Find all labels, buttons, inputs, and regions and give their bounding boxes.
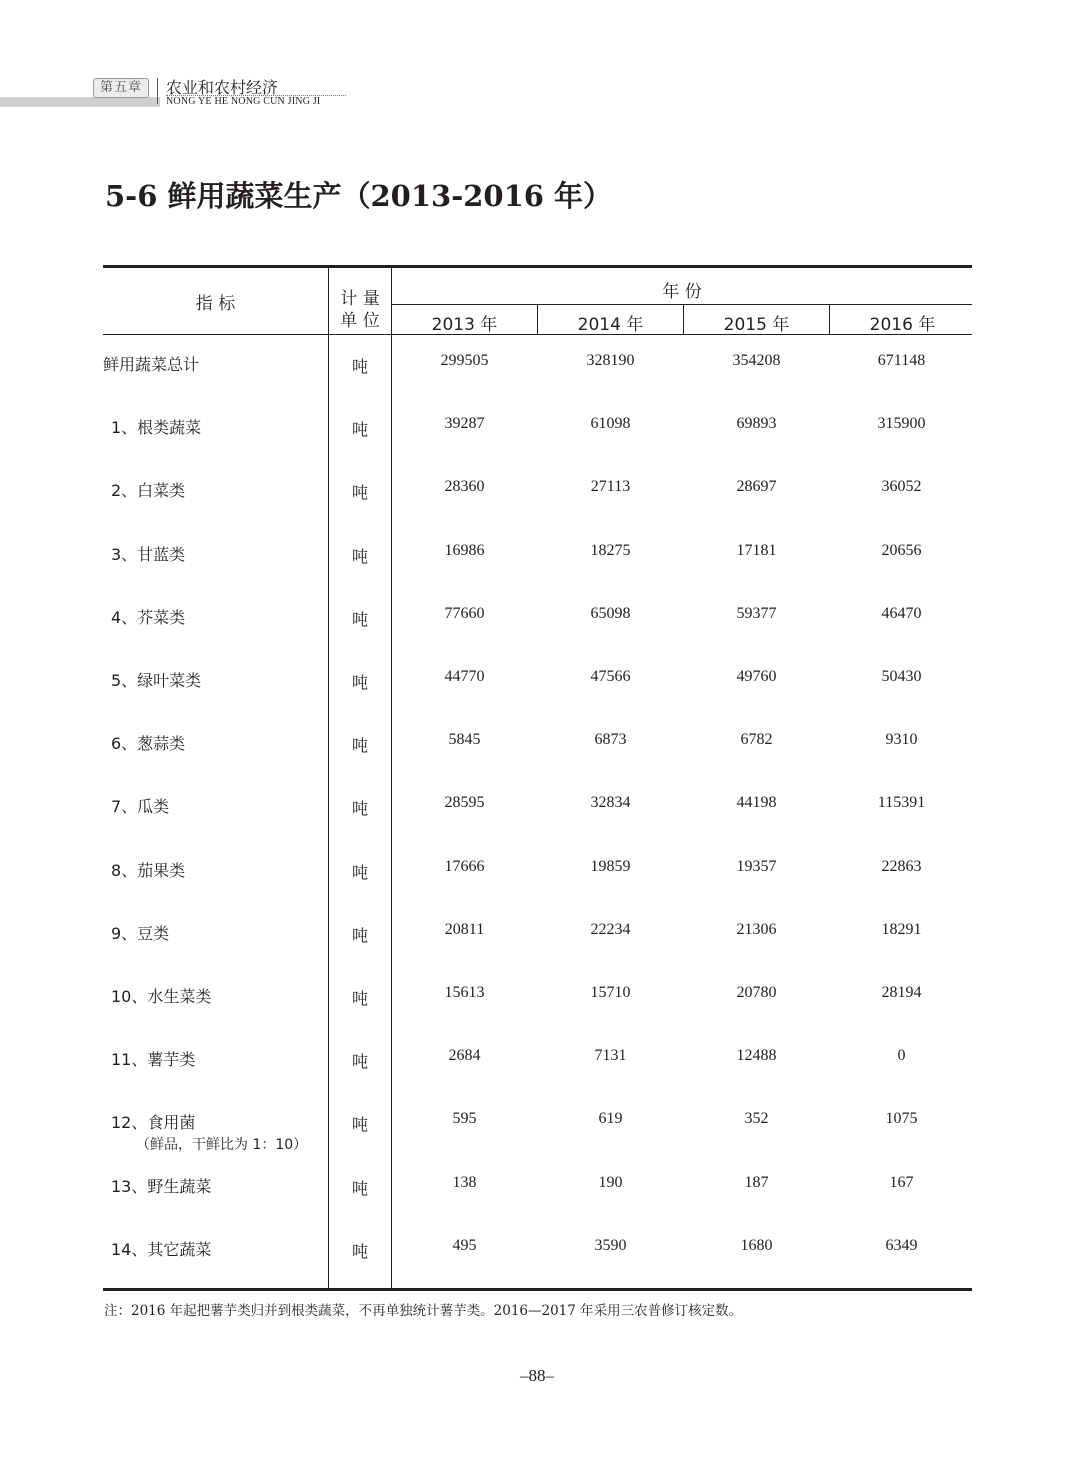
row-value: 59377 [736, 604, 777, 622]
row-unit: 吨 [351, 989, 368, 1008]
row-label: 2、白菜类 [111, 481, 186, 501]
unit-header-line-2: 单 位 [340, 311, 380, 331]
chapter-badge: 第五章 [93, 78, 149, 98]
table-row [103, 415, 972, 478]
row-value: 28194 [881, 984, 922, 1001]
row-label: 10、水生菜类 [111, 987, 212, 1006]
row-value: 619 [598, 1110, 623, 1128]
row-unit: 吨 [351, 862, 368, 882]
row-value: 299505 [440, 352, 489, 369]
row-label: 9、豆类 [111, 923, 170, 943]
header-bar [0, 97, 160, 107]
row-value: 50430 [881, 668, 922, 685]
row-value: 32834 [590, 794, 631, 812]
row-value: 115391 [877, 794, 926, 812]
row-value: 17181 [736, 541, 777, 559]
table-row [103, 984, 972, 1047]
row-value: 28360 [444, 478, 485, 496]
table-note: 注：2016 年起把薯芋类归并到根类蔬菜，不再单独统计薯芋类。2016—2017 年采用三农普修订核定数。 [104, 1303, 743, 1319]
row-value: 6873 [594, 731, 627, 749]
row-label: 鲜用蔬菜总计 [103, 355, 200, 374]
chapter-title: 农业和农村经济 [166, 78, 279, 97]
row-value: 44770 [444, 668, 485, 685]
row-label: 3、甘蓝类 [111, 544, 186, 564]
row-value: 315900 [877, 415, 926, 433]
row-value: 1680 [740, 1236, 773, 1254]
table-row [103, 605, 972, 668]
row-value: 7131 [594, 1047, 627, 1065]
row-unit: 吨 [351, 609, 368, 629]
row-value: 49760 [736, 668, 777, 685]
row-value: 328190 [586, 352, 635, 369]
table-row [103, 1174, 972, 1237]
row-label: 12、食用菌 [111, 1113, 196, 1133]
row-unit: 吨 [351, 1052, 368, 1072]
row-value: 77660 [444, 604, 485, 622]
indicator-header: 指 标 [195, 294, 236, 314]
row-value: 15710 [590, 984, 631, 1001]
year-group-rule [392, 304, 972, 305]
table-row [103, 858, 972, 921]
row-unit: 吨 [351, 483, 368, 503]
row-value: 19357 [736, 857, 777, 875]
year-header-2013: 2013 年 [431, 315, 498, 335]
row-value: 190 [598, 1173, 623, 1191]
table-row [103, 921, 972, 984]
chapter-subtitle: NONG YE HE NONG CUN JING JI [166, 96, 321, 107]
row-value: 0 [897, 1047, 906, 1065]
row-sublabel: （鲜品，干鲜比为 1：10） [136, 1137, 308, 1154]
row-unit: 吨 [351, 799, 368, 819]
table-row [103, 478, 972, 541]
table-row [103, 1110, 972, 1173]
row-value: 19859 [590, 857, 631, 875]
row-label: 11、薯芋类 [111, 1050, 196, 1070]
row-unit: 吨 [351, 673, 368, 692]
row-value: 44198 [736, 794, 777, 812]
row-value: 595 [452, 1110, 477, 1128]
row-value: 36052 [881, 478, 922, 496]
row-value: 352 [744, 1110, 769, 1128]
year-header-2014: 2014 年 [577, 315, 644, 335]
row-unit: 吨 [351, 1115, 368, 1135]
row-value: 20656 [881, 541, 922, 559]
row-value: 65098 [590, 604, 631, 622]
unit-header-line-1: 计 量 [340, 289, 380, 309]
row-value: 22234 [590, 920, 631, 938]
row-value: 495 [452, 1236, 477, 1254]
row-label: 5、绿叶菜类 [111, 671, 202, 690]
row-value: 27113 [590, 478, 631, 496]
row-value: 354208 [732, 352, 781, 369]
row-value: 39287 [444, 415, 485, 433]
row-value: 15613 [444, 984, 485, 1001]
row-value: 17666 [444, 857, 485, 875]
row-unit: 吨 [351, 357, 368, 376]
row-label: 1、根类蔬菜 [111, 418, 202, 438]
row-unit: 吨 [351, 1241, 368, 1261]
row-unit: 吨 [351, 420, 368, 440]
row-value: 69893 [736, 415, 777, 433]
row-unit: 吨 [351, 925, 368, 945]
table-top-rule [103, 265, 972, 268]
row-value: 12488 [736, 1047, 777, 1065]
year-header-2015: 2015 年 [723, 315, 790, 335]
page-number: –88– [520, 1366, 554, 1385]
row-value: 187 [744, 1173, 769, 1191]
row-unit: 吨 [351, 546, 368, 566]
table-row [103, 1047, 972, 1110]
row-value: 16986 [444, 541, 485, 559]
row-value: 47566 [590, 668, 631, 685]
row-value: 28697 [736, 478, 777, 496]
table-row [103, 542, 972, 605]
year-group-header: 年 份 [662, 282, 702, 302]
row-value: 1075 [885, 1110, 918, 1128]
row-label: 8、茄果类 [111, 860, 186, 880]
header-separator [157, 78, 158, 104]
table-row [103, 731, 972, 794]
row-unit: 吨 [351, 736, 368, 756]
row-label: 14、其它蔬菜 [111, 1239, 212, 1259]
row-value: 21306 [736, 920, 777, 938]
row-unit: 吨 [351, 1178, 368, 1198]
row-value: 3590 [594, 1236, 627, 1254]
row-label: 6、葱蒜类 [111, 734, 186, 754]
row-value: 20780 [736, 984, 777, 1001]
row-value: 22863 [881, 857, 922, 875]
row-value: 138 [452, 1173, 477, 1191]
row-value: 18275 [590, 541, 631, 559]
page-title: 5-6 鲜用蔬菜生产（2013-2016 年） [105, 179, 613, 213]
table-row [103, 794, 972, 857]
row-value: 671148 [877, 352, 926, 369]
table-row [103, 1237, 972, 1300]
row-label: 7、瓜类 [111, 797, 170, 817]
row-value: 2684 [448, 1047, 481, 1065]
row-value: 9310 [885, 731, 918, 749]
row-value: 6349 [885, 1236, 918, 1254]
row-value: 46470 [881, 604, 922, 622]
row-value: 167 [889, 1173, 914, 1191]
row-value: 18291 [881, 920, 922, 938]
table-row [103, 668, 972, 731]
row-value: 6782 [740, 731, 773, 749]
year-header-2016: 2016 年 [869, 315, 936, 335]
row-value: 61098 [590, 415, 631, 433]
row-label: 13、野生蔬菜 [111, 1176, 212, 1196]
row-value: 28595 [444, 794, 485, 812]
row-value: 5845 [448, 731, 481, 749]
row-label: 4、芥菜类 [111, 607, 186, 627]
row-value: 20811 [444, 920, 485, 938]
table-row [103, 352, 972, 415]
